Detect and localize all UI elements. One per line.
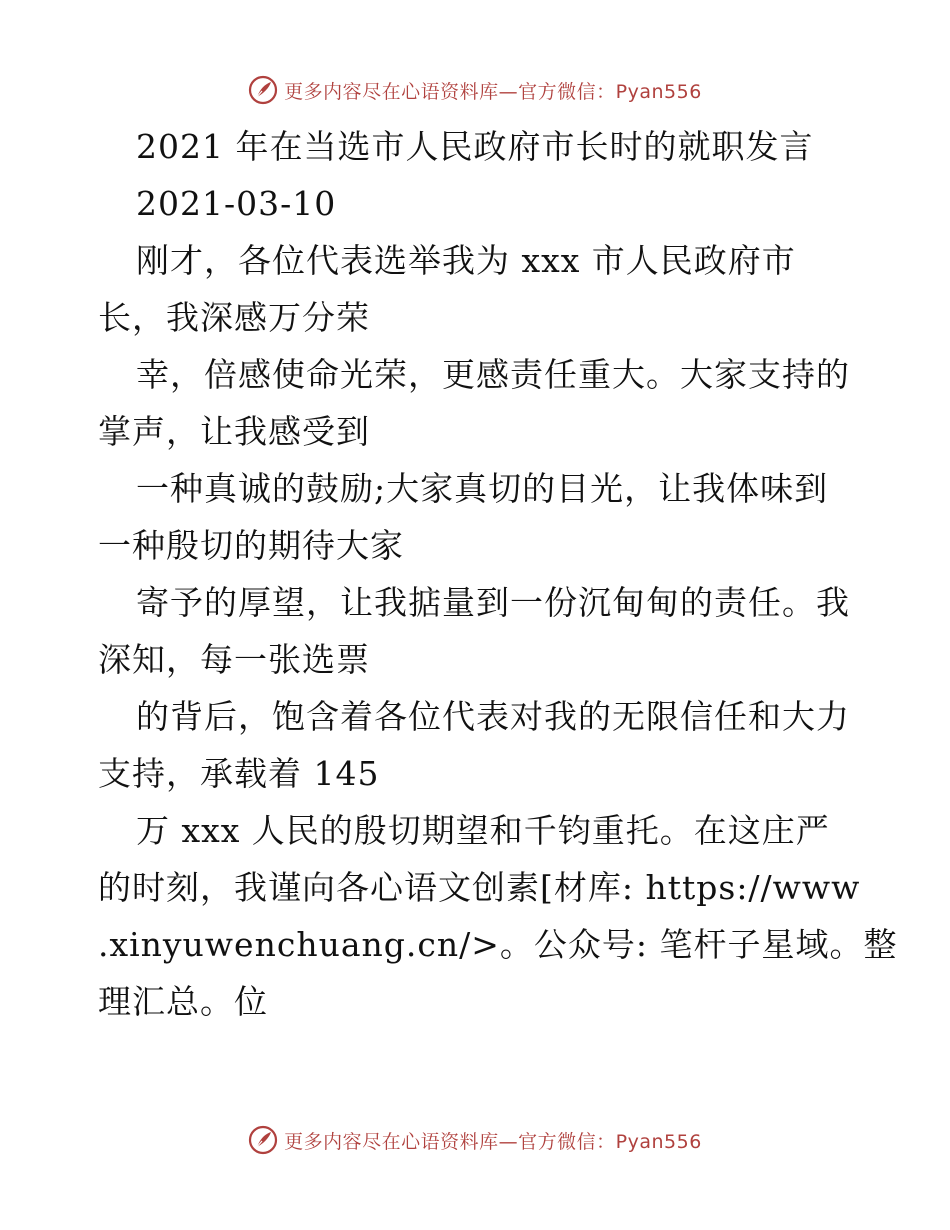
paragraph-line: 的背后，饱含着各位代表对我的无限信任和大力 [136,697,850,736]
paragraph-line: 深知，每一张选票 [98,640,370,679]
paragraph-line: 的时刻，我谨向各心语文创素[材库: https://www [98,868,861,907]
paragraph-line: 一种真诚的鼓励;大家真切的目光，让我体味到 [136,469,829,508]
paragraph-line: 寄予的厚望，让我掂量到一份沉甸甸的责任。我 [136,583,850,622]
document-title: 2021 年在当选市人民政府市长时的就职发言 [136,127,814,166]
footer-banner-text: 更多内容尽在心语资料库—官方微信：Pyan556 [284,1130,702,1153]
footer-banner [0,1120,950,1160]
paragraph-line: 长，我深感万分荣 [98,298,370,337]
paragraph-line: .xinyuwenchuang.cn/>。公众号: 笔杆子星域。整 [98,925,898,964]
paragraph-line: 万 xxx 人民的殷切期望和千钧重托。在这庄严 [136,811,830,850]
paragraph-line: 刚才，各位代表选举我为 xxx 市人民政府市 [136,241,796,280]
paragraph-line: 掌声，让我感受到 [98,412,370,451]
document-body [98,118,898,1030]
paragraph-line: 一种殷切的期待大家 [98,526,404,565]
feather-pen-logo-icon [248,1125,278,1155]
paragraph-line: 支持，承载着 145 [98,754,380,793]
paragraph-line: 幸，倍感使命光荣，更感责任重大。大家支持的 [136,355,850,394]
document-date: 2021-03-10 [136,184,337,223]
paragraph-line: 理汇总。位 [98,982,268,1021]
header-banner [0,70,950,110]
header-banner-text: 更多内容尽在心语资料库—官方微信：Pyan556 [284,80,702,103]
feather-pen-logo-icon [248,75,278,105]
